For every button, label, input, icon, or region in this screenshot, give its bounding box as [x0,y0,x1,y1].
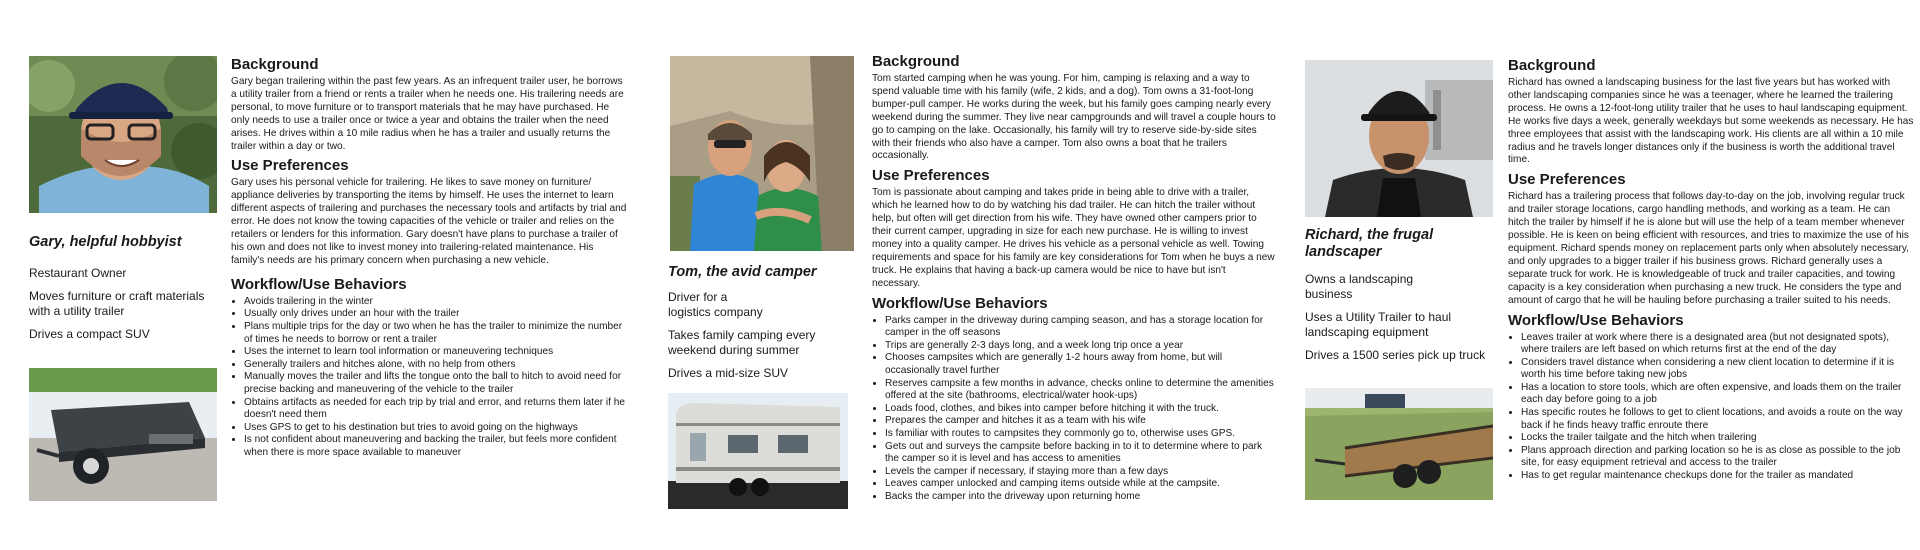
gary-preferences-text: Gary uses his personal vehicle for trailering. He likes to save money on furniture/ appliance deliveries by transporting the items by himself. He uses the internet to learn different aspects of trailering and purchases the necessary tools and artifacts by trial and error. He does not know the towing capacities of the vehicle or trailer and relies on the retailers or lenders for this information. Gary doesn't have plans to purchase a trailer of his own and does not like to invest money into trailering-related maintenance. His family's needs are his primary concern when purchasing a new vehicle. [231,177,627,266]
gary-utility-trailer-photo [29,368,217,501]
richard-background-heading: Background [1508,57,1596,74]
gary-details [231,56,629,460]
list-item: • Considers travel distance when considering a new client location to determine if it is worth his time before taking new jobs [1521,357,1914,382]
list-item: • Is not confident about maneuvering and backing the trailer, but feels more confident when there is more space available to maneuver [244,434,629,459]
tom-workflow-list [872,315,1276,504]
gary-traits [29,266,219,350]
richard-details [1508,57,1914,483]
list-item: • Has specific routes he follows to get to client locations, and avoids a route on the way back if he finds heavy traffic enroute there [1521,407,1914,432]
richard-portrait-photo [1305,60,1493,217]
tom-trait-3: Drives a mid-size SUV [668,366,789,380]
list-item: • Obtains artifacts as needed for each trip by trial and error, and returns them later if he doesn't need them [244,397,629,422]
tom-background-heading: Background [872,53,960,70]
list-item: • Has to get regular maintenance checkups done for the trailer as mandated [1521,470,1914,483]
gary-trait-3: Drives a compact SUV [29,327,150,341]
richard-traits [1305,272,1505,371]
list-item: • Avoids trailering in the winter [244,296,629,309]
list-item: • Parks camper in the driveway during camping season, and has a storage location for camper in the off seasons [885,315,1276,340]
richard-workflow-heading: Workflow/Use Behaviors [1508,311,1684,329]
gary-trait-2: Moves furniture or craft materials with a utility trailer [29,289,205,318]
richard-trait-1: Owns a landscaping business [1305,272,1414,301]
list-item: • Uses GPS to get to his destination but tries to avoid going on the highways [244,422,629,435]
list-item: • Backs the camper into the driveway upon returning home [885,491,1276,504]
list-item: • Prepares the camper and hitches it as a team with his wife [885,415,1276,428]
list-item: • Reserves campsite a few months in advance, checks online to determine the amenities offered at the site (bathrooms, electrical/water hook-ups) [885,378,1276,403]
persona-gary [29,0,629,550]
list-item: • Gets out and surveys the campsite before backing in to it to determine where to park the camper so it is level and has access to amenities [885,441,1276,466]
richard-preferences-heading: Use Preferences [1508,171,1626,189]
list-item: • Usually only drives under an hour with the trailer [244,308,629,321]
list-item: • Chooses campsites which are generally 1-2 hours away from home, but will occasionally travel further [885,352,1276,377]
persona-richard [1305,0,1917,550]
list-item: • Generally trailers and hitches alone, with no help from others [244,359,629,372]
richard-trait-3: Drives a 1500 series pick up truck [1305,348,1486,362]
tom-traits [668,290,858,389]
richard-workflow-list [1508,332,1914,483]
list-item: • Leaves camper unlocked and camping items outside while at the campsite. [885,478,1276,491]
richard-background-text: Richard has owned a landscaping business for the last five years but has worked with other landscaping companies since he was a teenager, where he learned the trailering process. He owns a 12-foot-long utility trailer that he uses to haul landscaping equipment. He works five days a week, generally weekdays but some weekends as necessary. He has three employees that assist with the landscaping work. His clients are all within a 10 mile radius and he travels longer distances only if the business is worth the additional travel time. [1508,77,1914,166]
richard-name: Richard, the frugal landscaper [1305,227,1434,260]
list-item: • Has a location to store tools, which are often expensive, and loads them on the trailer each day before going to a job [1521,382,1914,407]
tom-couple-photo [670,56,854,251]
gary-background-text: Gary began trailering within the past few years. As an infrequent trailer user, he borrows a utility trailer from a friend or rents a trailer when he needs one. His trailering needs are personal, to move furniture or to transport materials that he may have purchased. He only needs to use a trailer once or twice a year and obtains the trailer when the need arises. He drives within a 10 mile radius when he has a trailer and usually returns the trailer within a day or two. [231,76,624,152]
tom-preferences-text: Tom is passionate about camping and takes pride in being able to drive with a trailer, which he learned how to do by watching his dad trailer. He can hitch the trailer without help, but often will get direction from his wife. They have owned other campers prior to their current camper, upgrading in size for each new purchase. He is willing to invest money into a quality camper. He drives his vehicle as a personal vehicle as well. Towing requirements and space for his family are key considerations for Tom when he buys a new truck. He explains that having a back-up camera would be nice to have but isn't necessary. [872,187,1275,289]
list-item: • Loads food, clothes, and bikes into camper before hitching it with the truck. [885,403,1276,416]
persona-tom [668,0,1278,550]
gary-trait-1: Restaurant Owner [29,266,127,280]
tom-camper-trailer-photo [668,393,848,509]
list-item: • Locks the trailer tailgate and the hitch when trailering [1521,432,1914,445]
list-item: • Leaves trailer at work where there is a designated area (but not designated spots), where trailers are left based on which returns first at the end of the day [1521,332,1914,357]
gary-background-heading: Background [231,56,319,73]
richard-preferences-text: Richard has a trailering process that follows day-to-day on the job, involving regular truck and trailer storage locations, cargo handling methods, and working as a team. He can hitch the trailer by himself if he is alone but will use the help of a team member whenever possible. He is keen on being efficient with resources, and tries to maximize the use of his equipment. Richard spends money on replacement parts only when absolutely necessary, and only upgrades to a bigger trailer if his business grows. Richard generally uses a separate truck for work. He is knowledgeable of truck and trailer capacities, and towing capacity is a key consideration when purchasing a new truck. He considers the type and amount of cargo that he will be hauling before purchasing a trailer suited to his needs. [1508,191,1909,306]
tom-trait-1: Driver for a logistics company [668,290,763,319]
gary-workflow-heading: Workflow/Use Behaviors [231,275,407,293]
list-item: • Uses the internet to learn tool information or maneuvering techniques [244,346,629,359]
richard-utility-trailer-photo [1305,388,1493,500]
gary-workflow-list [231,296,629,460]
richard-trait-2: Uses a Utility Trailer to haul landscaping equipment [1305,310,1452,339]
gary-name: Gary, helpful hobbyist [29,234,182,250]
tom-name: Tom, the avid camper [668,264,817,280]
list-item: • Manually moves the trailer and lifts the tongue onto the ball to hitch to avoid need for precise backing and maneuvering of the vehicle to the trailer [244,371,629,396]
tom-preferences-heading: Use Preferences [872,167,990,185]
gary-preferences-heading: Use Preferences [231,157,349,175]
tom-background-text: Tom started camping when he was young. For him, camping is relaxing and a way to spend valuable time with his family (wife, 2 kids, and a dog). Tom owns a 31-foot-long bumper-pull camper. He works during the week, but his family goes camping nearly every weekend during the summer. They live near campgrounds and will travel a couple hours to go to camping on the lake. Occasionally, his family will try to reserve side-by-side sites with their friends who also have a camper. Tom also owns a boat that he trailers occasionally. [872,73,1276,162]
list-item: • Is familiar with routes to campsites they commonly go to, otherwise uses GPS. [885,428,1276,441]
list-item: • Levels the camper if necessary, if staying more than a few days [885,466,1276,479]
list-item: • Trips are generally 2-3 days long, and a week long trip once a year [885,340,1276,353]
tom-workflow-heading: Workflow/Use Behaviors [872,294,1048,312]
list-item: • Plans multiple trips for the day or two when he has the trailer to minimize the number of times he needs to borrow or rent a trailer [244,321,629,346]
list-item: • Plans approach direction and parking location so he is as close as possible to the job site, for easy equipment retrieval and access to the trailer [1521,445,1914,470]
gary-portrait-photo [29,56,217,213]
tom-trait-2: Takes family camping every weekend during summer [668,328,816,357]
tom-details [872,53,1276,504]
